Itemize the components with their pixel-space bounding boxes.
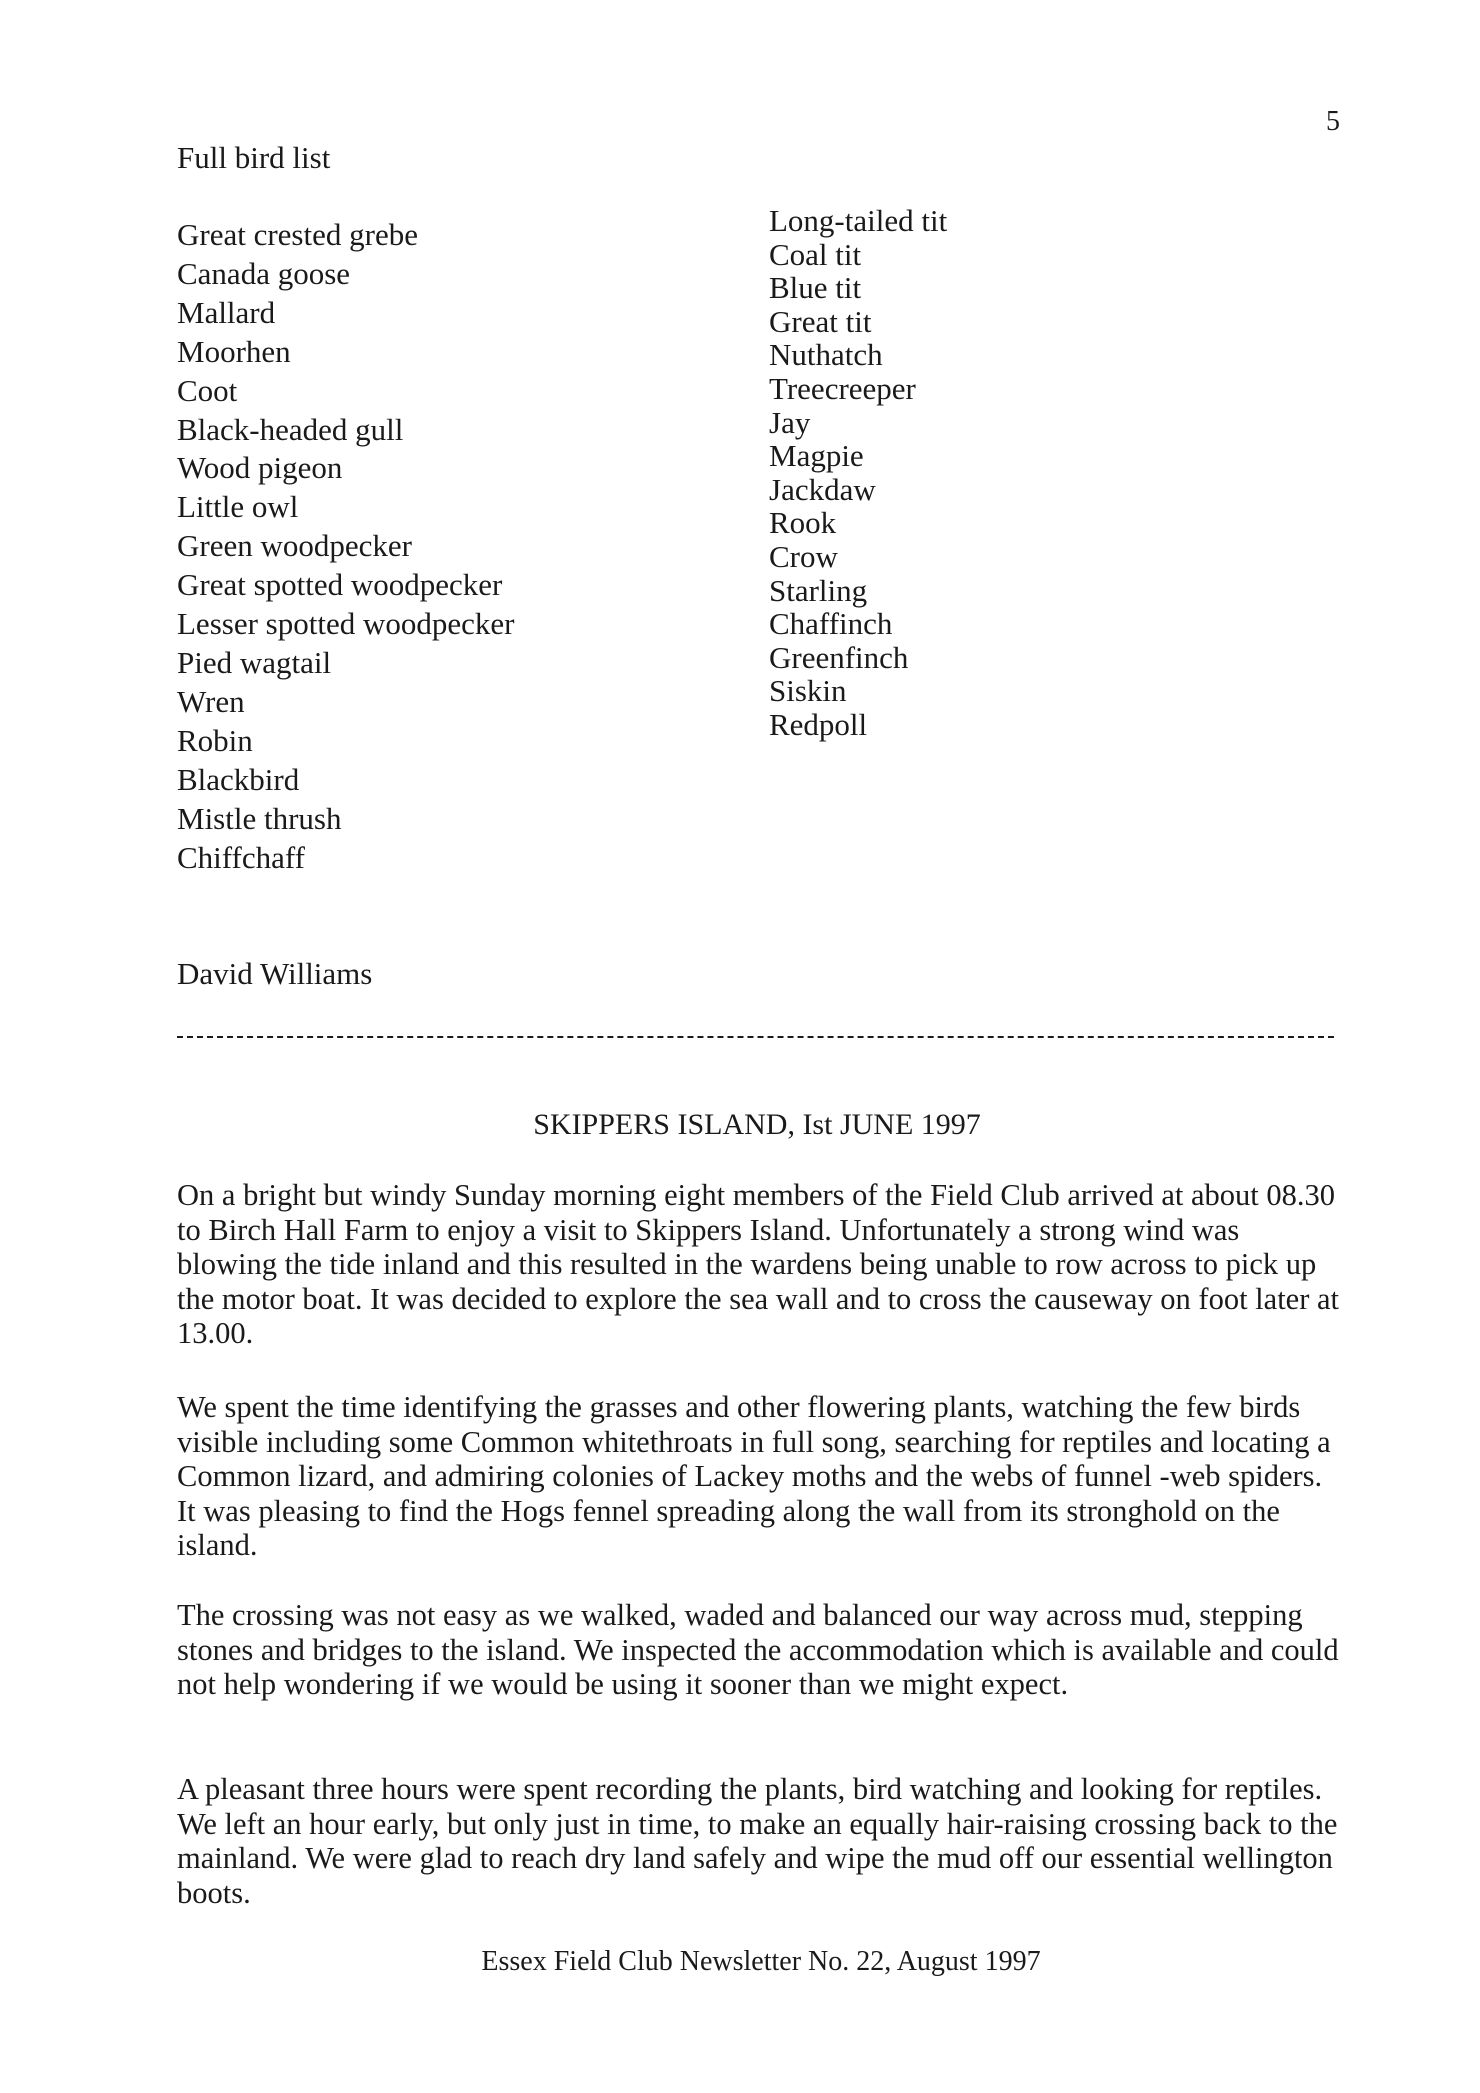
bird-list-item: Great crested grebe bbox=[177, 217, 418, 252]
bird-list-item: Green woodpecker bbox=[177, 528, 412, 564]
article-paragraph: A pleasant three hours were spent recording the plants, bird watching and looking for reptiles. We left an hour early, but only just in time, to make an equally hair-raising crossing back to the mainland. We were glad to reach dry land safely and wipe the mud off our essential wellington boots. bbox=[177, 1772, 1338, 1910]
article-paragraph: On a bright but windy Sunday morning eight members of the Field Club arrived at about 08.30 to Birch Hall Farm to enjoy a visit to Skippers Island. Unfortunately a strong wind was blowing the tide inland and this resulted in the wardens being unable to row across to pick up the motor boat. It was decided to explore the sea wall and to cross the causeway on foot later at 13.00. bbox=[177, 1178, 1339, 1351]
bird-list-item: Mistle thrush bbox=[177, 800, 342, 836]
bird-list-item: Great spotted woodpecker bbox=[177, 567, 503, 603]
bird-list-item: Greenfinch bbox=[769, 639, 909, 675]
bird-list-left-column bbox=[177, 216, 514, 877]
bird-list-item: Long-tailed tit bbox=[769, 203, 948, 238]
bird-list-item: Moorhen bbox=[177, 333, 291, 369]
bird-list-item: Coal tit bbox=[769, 236, 862, 272]
bird-list-item: Coot bbox=[177, 372, 238, 408]
bird-list-item: Lesser spotted woodpecker bbox=[177, 606, 515, 642]
bird-list-item: Redpoll bbox=[769, 706, 868, 742]
section-divider bbox=[177, 1036, 1334, 1038]
bird-list-item: Rook bbox=[769, 505, 837, 541]
article-paragraph: The crossing was not easy as we walked, waded and balanced our way across mud, stepping stones and bridges to the island. We inspected the accommodation which is available and could not help wondering if we would be using it sooner than we might expect. bbox=[177, 1598, 1339, 1702]
bird-list-item: Chiffchaff bbox=[177, 839, 305, 875]
bird-list-item: Siskin bbox=[769, 673, 847, 709]
bird-list-item: Chaffinch bbox=[769, 606, 893, 642]
author-signature: David Williams bbox=[177, 956, 373, 991]
bird-list-item: Crow bbox=[769, 538, 838, 574]
bird-list-item: Jackdaw bbox=[769, 471, 876, 507]
bird-list-item: Pied wagtail bbox=[177, 644, 332, 680]
bird-list-item: Great tit bbox=[769, 303, 872, 339]
bird-list-item: Robin bbox=[177, 722, 253, 758]
bird-list-item: Blue tit bbox=[769, 270, 862, 306]
bird-list-item: Little owl bbox=[177, 489, 299, 525]
bird-list-item: Magpie bbox=[769, 438, 864, 474]
bird-list-item: Jay bbox=[769, 404, 811, 440]
bird-list-item: Canada goose bbox=[177, 255, 351, 291]
bird-list-right-column bbox=[769, 204, 947, 742]
article-title: SKIPPERS ISLAND, Ist JUNE 1997 bbox=[533, 1108, 981, 1141]
bird-list-item: Mallard bbox=[177, 294, 276, 330]
article-paragraph: We spent the time identifying the grasses and other flowering plants, watching the few birds visible including some Common whitethroats in full song, searching for reptiles and locating a Common lizard, and admiring colonies of Lackey moths and the webs of funnel -web spiders. It was pleasing to find the Hogs fennel spreading along the wall from its stronghold on the island. bbox=[177, 1390, 1331, 1563]
bird-list-item: Blackbird bbox=[177, 761, 300, 797]
bird-list-heading: Full bird list bbox=[177, 140, 331, 175]
bird-list-item: Nuthatch bbox=[769, 337, 883, 373]
newsletter-footer: Essex Field Club Newsletter No. 22, August 1997 bbox=[481, 1946, 1041, 1977]
bird-list-item: Black-headed gull bbox=[177, 411, 404, 447]
bird-list-item: Treecreeper bbox=[769, 370, 916, 406]
bird-list-item: Starling bbox=[769, 572, 868, 608]
bird-list-item: Wood pigeon bbox=[177, 450, 343, 486]
bird-list-item: Wren bbox=[177, 683, 245, 719]
page-number: 5 bbox=[1326, 106, 1340, 137]
